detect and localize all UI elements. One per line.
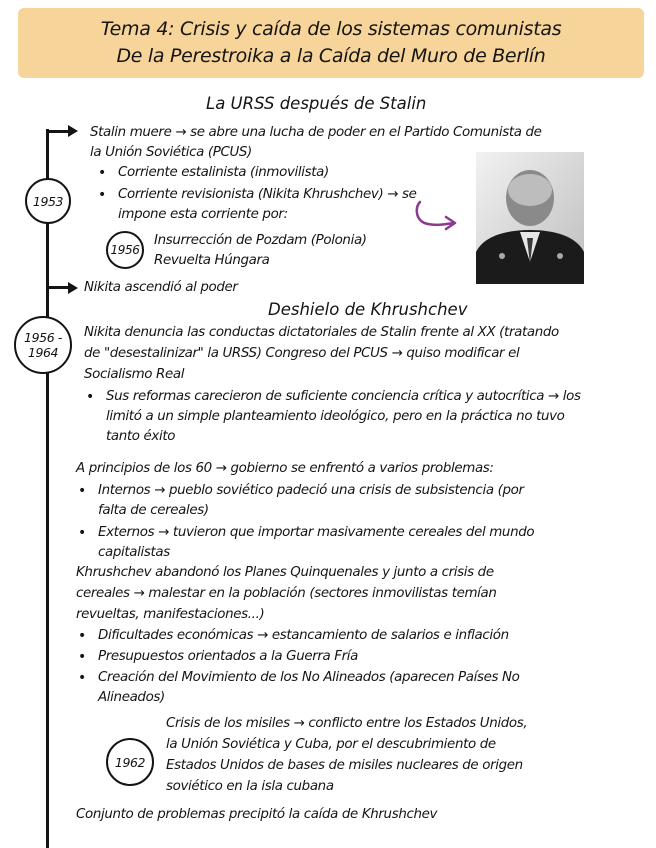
text-line: tanto éxito [106, 429, 176, 444]
text-line: Nikita ascendió al poder [84, 280, 238, 295]
timeline-branch-middle [46, 286, 68, 289]
section-heading-deshielo: Deshielo de Khrushchev [268, 300, 468, 319]
text-line: Socialismo Real [84, 367, 185, 382]
text-line: cereales → malestar en la población (sectores inmovilistas temían [76, 586, 497, 601]
bullet-item: • Sus reformas carecieron de suficiente conciencia crítica y autocrítica → los [106, 387, 581, 408]
text-line: Revuelta Húngara [154, 253, 270, 268]
text-line: de "desestalinizar" la URSS) Congreso del PCUS → quiso modificar el [84, 346, 520, 361]
page-title-line2: De la Perestroika a la Caída del Muro de Berlín [116, 45, 546, 67]
text-line: Alineados) [98, 690, 165, 705]
arrow-right-icon [68, 282, 78, 294]
text-line: Crisis de los misiles → conflicto entre los Estados Unidos, [166, 716, 528, 731]
text-line: la Unión Soviética (PCUS) [90, 145, 252, 160]
page-title-line1: Tema 4: Crisis y caída de los sistemas comunistas [100, 18, 562, 40]
year-label: 1956 [110, 242, 140, 257]
text-line: Stalin muere → se abre una lucha de poder en el Partido Comunista de [90, 125, 542, 140]
year-badge-1956 [106, 231, 144, 269]
portrait-photo [476, 152, 584, 284]
curved-arrow-icon [400, 198, 460, 238]
text-line: limitó a un simple planteamiento ideológico, pero en la práctica no tuvo [106, 409, 565, 424]
text-line: Nikita denuncia las conductas dictatoriales de Stalin frente al XX (tratando [84, 325, 559, 340]
text-line: la Unión Soviética y Cuba, por el descubrimiento de [166, 737, 496, 752]
timeline-branch-top [46, 130, 68, 133]
text-line: falta de cereales) [98, 503, 209, 518]
bullet-item: • Internos → pueblo soviético padeció una crisis de subsistencia (por [98, 481, 524, 502]
text-line: capitalistas [98, 545, 170, 560]
bullet-item: • Externos → tuvieron que importar masivamente cereales del mundo [98, 523, 534, 544]
year-label: 1953 [32, 193, 64, 209]
year-label: 1956 - [24, 330, 62, 345]
bullet-item: • Presupuestos orientados a la Guerra Fría [98, 647, 358, 668]
year-label: 1964 [27, 345, 59, 360]
bullet-item: • Dificultades económicas → estancamiento de salarios e inflación [98, 626, 509, 647]
text-line: Insurrección de Pozdam (Polonia) [154, 233, 367, 248]
text-line: soviético en la isla cubana [166, 779, 334, 794]
text-line: Estados Unidos de bases de misiles nucleares de origen [166, 758, 523, 773]
arrow-right-icon [68, 125, 78, 137]
year-badge-1956-1964 [14, 316, 72, 374]
text-line: impone esta corriente por: [118, 207, 288, 222]
year-badge-1962 [106, 738, 154, 786]
text-line: A principios de los 60 → gobierno se enfrentó a varios problemas: [76, 461, 494, 476]
section-heading-stalin: La URSS después de Stalin [206, 94, 427, 113]
bullet-item: • Corriente estalinista (inmovilista) [118, 163, 329, 184]
text-line: Conjunto de problemas precipitó la caída de Khrushchev [76, 807, 438, 822]
text-line: Khrushchev abandonó los Planes Quinquenales y junto a crisis de [76, 565, 494, 580]
bullet-item: • Creación del Movimiento de los No Alineados (aparecen Países No [98, 668, 520, 689]
year-badge-1953 [25, 178, 71, 224]
bullet-item: • Corriente revisionista (Nikita Khrushchev) → se [118, 185, 417, 206]
timeline-line [46, 129, 49, 848]
text-line: revueltas, manifestaciones...) [76, 607, 265, 622]
year-label: 1962 [114, 754, 146, 770]
title-banner [18, 8, 644, 78]
